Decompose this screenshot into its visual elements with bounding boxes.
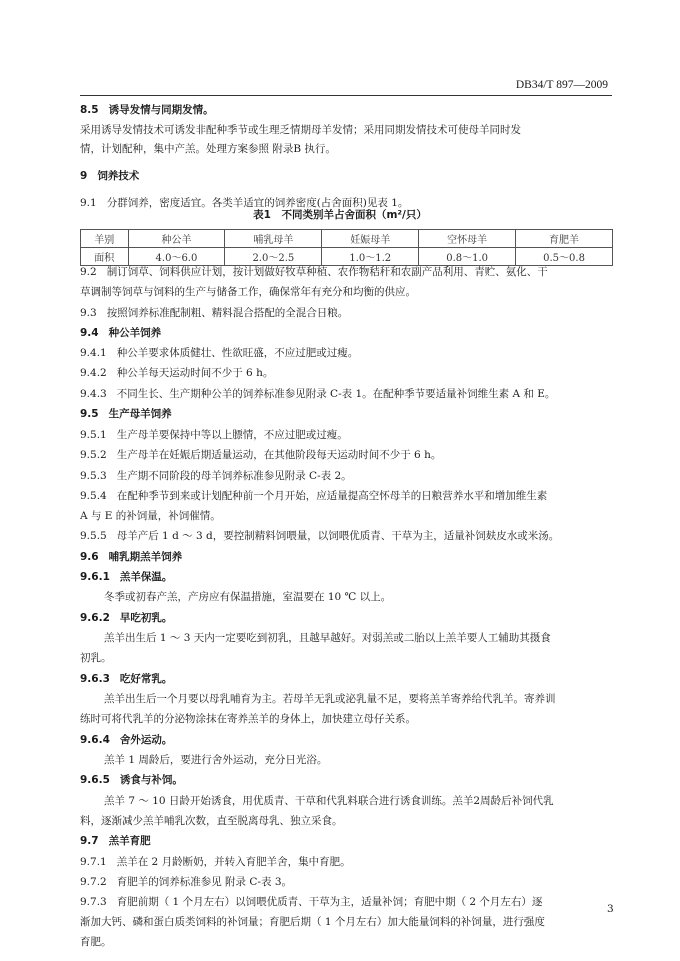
table-cell: 0.5～0.8 xyxy=(516,248,613,266)
clause-number: 9.5.5 xyxy=(80,530,107,542)
clause-9-4-1 xyxy=(80,344,620,364)
clause-number: 9.4.2 xyxy=(80,367,107,379)
text-line xyxy=(104,629,620,649)
text-line xyxy=(80,283,620,303)
text-line xyxy=(80,710,620,730)
line-text: 羔羊在 2 月龄断奶，并转入育肥羊舍，集中育肥。 xyxy=(116,856,351,868)
clause-number: 9.7.1 xyxy=(80,856,107,868)
clause-number: 9.7.3 xyxy=(80,896,107,908)
clause-9-7 xyxy=(80,832,620,852)
line-text: 育肥。 xyxy=(80,936,112,948)
clause-number: 8.5 xyxy=(80,104,99,116)
text-line xyxy=(104,751,620,771)
line-text: 羔羊出生后 1 ～ 3 天内一定要吃到初乳，且越早越好。对弱羔或二胎以上羔羊要人工辅助其摄食 xyxy=(104,632,551,644)
clause-9-5-4 xyxy=(80,487,620,507)
line-text: 哺乳期羔羊饲养 xyxy=(108,551,183,563)
line-text: 情，计划配种，集中产羔。处理方案参照 附录B 执行。 xyxy=(80,143,336,155)
line-text: 羔羊 1 周龄后，要进行舍外运动，充分日光浴。 xyxy=(104,754,328,766)
clause-9-4-3 xyxy=(80,385,620,405)
text-line xyxy=(80,649,620,669)
clause-9-5 xyxy=(80,405,620,425)
clause-number: 9.6.2 xyxy=(80,612,110,624)
clause-9-5-3 xyxy=(80,467,620,487)
table-header-cell: 哺乳母羊 xyxy=(225,230,322,248)
line-text: 诱导发情与同期发情。 xyxy=(108,104,214,116)
clause-number: 9.5.2 xyxy=(80,449,107,461)
clause-9-6-1 xyxy=(80,568,620,588)
clause-number: 9.6.5 xyxy=(80,774,110,786)
clause-number: 9.6 xyxy=(80,551,99,563)
clause-9-6-4 xyxy=(80,731,620,751)
line-text: 诱食与补饲。 xyxy=(119,774,183,786)
line-text: 生产母羊在妊娠后期适量运动，在其他阶段每天运动时间不少于 6 h。 xyxy=(116,449,442,461)
clause-number: 9.3 xyxy=(80,307,97,319)
page-number: 3 xyxy=(607,903,614,915)
line-text: 练时可将代乳羊的分泌物涂抹在寄养羔羊的身体上，加快建立母仔关系。 xyxy=(80,713,416,725)
table-header-cell: 空怀母羊 xyxy=(419,230,516,248)
table-cell: 面积 xyxy=(81,248,129,266)
line-text: 料，逐渐减少羔羊哺乳次数，直至脱离母乳、独立采食。 xyxy=(80,815,343,827)
text-line xyxy=(80,507,620,527)
clause-number: 9.6.3 xyxy=(80,673,110,685)
clause-9-6 xyxy=(80,548,620,568)
clause-number: 9.7.2 xyxy=(80,876,107,888)
line-text: 种公羊饲养 xyxy=(108,327,162,339)
line-text: 舍外运动。 xyxy=(119,734,173,746)
line-text: 草调制等饲草与饲料的生产与储备工作，确保常年有充分和均衡的供应。 xyxy=(80,286,416,298)
line-text: 分群饲养，密度适宜。各类羊适宜的饲养密度(占舍面积)见表 1。 xyxy=(106,197,409,209)
line-text: 饲养技术 xyxy=(97,170,140,182)
header-rule xyxy=(80,95,612,96)
line-text: 按照饲养标准配制粗、精料混合搭配的全混合日粮。 xyxy=(106,307,349,319)
line-text: 不同生长、生产期种公羊的饲养标准参见附录 C-表 1。在配种季节要适量补饲维生素 A 和 E。 xyxy=(116,388,556,400)
line-text: 初乳。 xyxy=(80,652,112,664)
clause-number: 9.4.3 xyxy=(80,388,107,400)
text-line xyxy=(80,933,620,953)
clause-9-5-5 xyxy=(80,527,620,547)
clause-number: 9 xyxy=(80,170,88,182)
table-cell: 0.8～1.0 xyxy=(419,248,516,266)
line-text: 渐加大钙、磷和蛋白质类饲料的补饲量；育肥后期（ 1 个月左右）加大能量饲料的补饲量，进行强度 xyxy=(80,916,545,928)
table-row xyxy=(81,248,613,266)
clause-number: 9.5.1 xyxy=(80,429,107,441)
clause-number: 9.5.3 xyxy=(80,470,107,482)
line-text: 冬季或初春产羔，产房应有保温措施，室温要在 10 ℃ 以上。 xyxy=(104,591,392,603)
line-text: 采用诱导发情技术可诱发非配种季节或生理乏情期母羊发情；采用同期发情技术可使母羊同时发 xyxy=(80,124,521,136)
document-code: DB34/T 897—2009 xyxy=(515,79,608,91)
table-header-cell: 种公羊 xyxy=(128,230,225,248)
table-header-row xyxy=(81,230,613,248)
clause-9-6-2 xyxy=(80,609,620,629)
table-1 xyxy=(80,229,613,266)
text-line xyxy=(80,121,620,141)
line-text: 早吃初乳。 xyxy=(119,612,173,624)
clause-8-5 xyxy=(80,101,620,121)
clause-9-7-2 xyxy=(80,873,620,893)
line-text: 羔羊 7 ～ 10 日龄开始诱食，用优质青、干草和代乳料联合进行诱食训练。羔羊2周龄后补饲代乳 xyxy=(104,795,554,807)
line-text: 种公羊每天运动时间不少于 6 h。 xyxy=(116,367,274,379)
clause-number: 9.6.4 xyxy=(80,734,110,746)
clause-9-4-2 xyxy=(80,364,620,384)
clause-9-4 xyxy=(80,324,620,344)
table-cell: 2.0～2.5 xyxy=(225,248,322,266)
text-line xyxy=(80,913,620,933)
line-text: 生产母羊要保持中等以上膘情，不应过肥或过瘦。 xyxy=(116,429,348,441)
clause-9-3 xyxy=(80,304,620,324)
line-text: 吃好常乳。 xyxy=(119,673,173,685)
clause-9-6-5 xyxy=(80,771,620,791)
line-text: 制订饲草、饲料供应计划，按计划做好牧草种植、农作物秸秆和农副产品利用、青贮、氨化、干 xyxy=(106,266,548,278)
line-text: 生产期不同阶段的母羊饲养标准参见附录 C-表 2。 xyxy=(116,470,352,482)
clause-9-5-2 xyxy=(80,446,620,466)
line-text: 羔羊保温。 xyxy=(119,571,173,583)
clause-number: 9.4.1 xyxy=(80,347,107,359)
line-text: 种公羊要求体质健壮、性欲旺盛，不应过肥或过瘦。 xyxy=(116,347,359,359)
clause-number: 9.1 xyxy=(80,197,97,209)
clause-9 xyxy=(80,167,620,187)
line-text: 育肥羊的饲养标准参见 附录 C-表 3。 xyxy=(116,876,292,888)
line-text: 生产母羊饲养 xyxy=(108,408,172,420)
text-line xyxy=(80,812,620,832)
clause-9-7-3 xyxy=(80,893,620,913)
clause-number: 9.5.4 xyxy=(80,490,107,502)
text-line xyxy=(104,588,620,608)
clause-number: 9.5 xyxy=(80,408,99,420)
clause-number: 9.4 xyxy=(80,327,99,339)
line-text: A 与 E 的补饲量，补饲催情。 xyxy=(80,510,221,522)
clause-9-7-1 xyxy=(80,853,620,873)
clause-number: 9.2 xyxy=(80,266,97,278)
line-text: 在配种季节到来或计划配种前一个月开始，应适量提高空怀母羊的日粮营养水平和增加维生素 xyxy=(116,490,548,502)
text-line xyxy=(104,690,620,710)
line-text: 育肥前期（ 1 个月左右）以饲喂优质青、干草为主，适量补饲；育肥中期（ 2 个月左右）逐 xyxy=(116,896,543,908)
table-header-cell: 育肥羊 xyxy=(516,230,613,248)
clause-9-5-1 xyxy=(80,426,620,446)
clause-number: 9.7 xyxy=(80,835,99,847)
text-line xyxy=(104,792,620,812)
table-cell: 1.0～1.2 xyxy=(322,248,419,266)
table-header-cell: 妊娠母羊 xyxy=(322,230,419,248)
text-line xyxy=(80,140,620,160)
clause-9-6-3 xyxy=(80,670,620,690)
table-cell: 4.0～6.0 xyxy=(128,248,225,266)
line-text: 羔羊育肥 xyxy=(108,835,151,847)
clause-number: 9.6.1 xyxy=(80,571,110,583)
table-caption: 表1 不同类别羊占舍面积（m²/只） xyxy=(253,209,427,221)
line-text: 羔羊出生后一个月要以母乳哺育为主。若母羊无乳或泌乳量不足，要将羔羊寄养给代乳羊。寄养训 xyxy=(104,693,556,705)
line-text: 母羊产后 1 d ～ 3 d，要控制精料饲喂量，以饲喂优质青、干草为主，适量补饲麸皮水或米汤。 xyxy=(116,530,560,542)
table-header-cell: 羊别 xyxy=(81,230,129,248)
